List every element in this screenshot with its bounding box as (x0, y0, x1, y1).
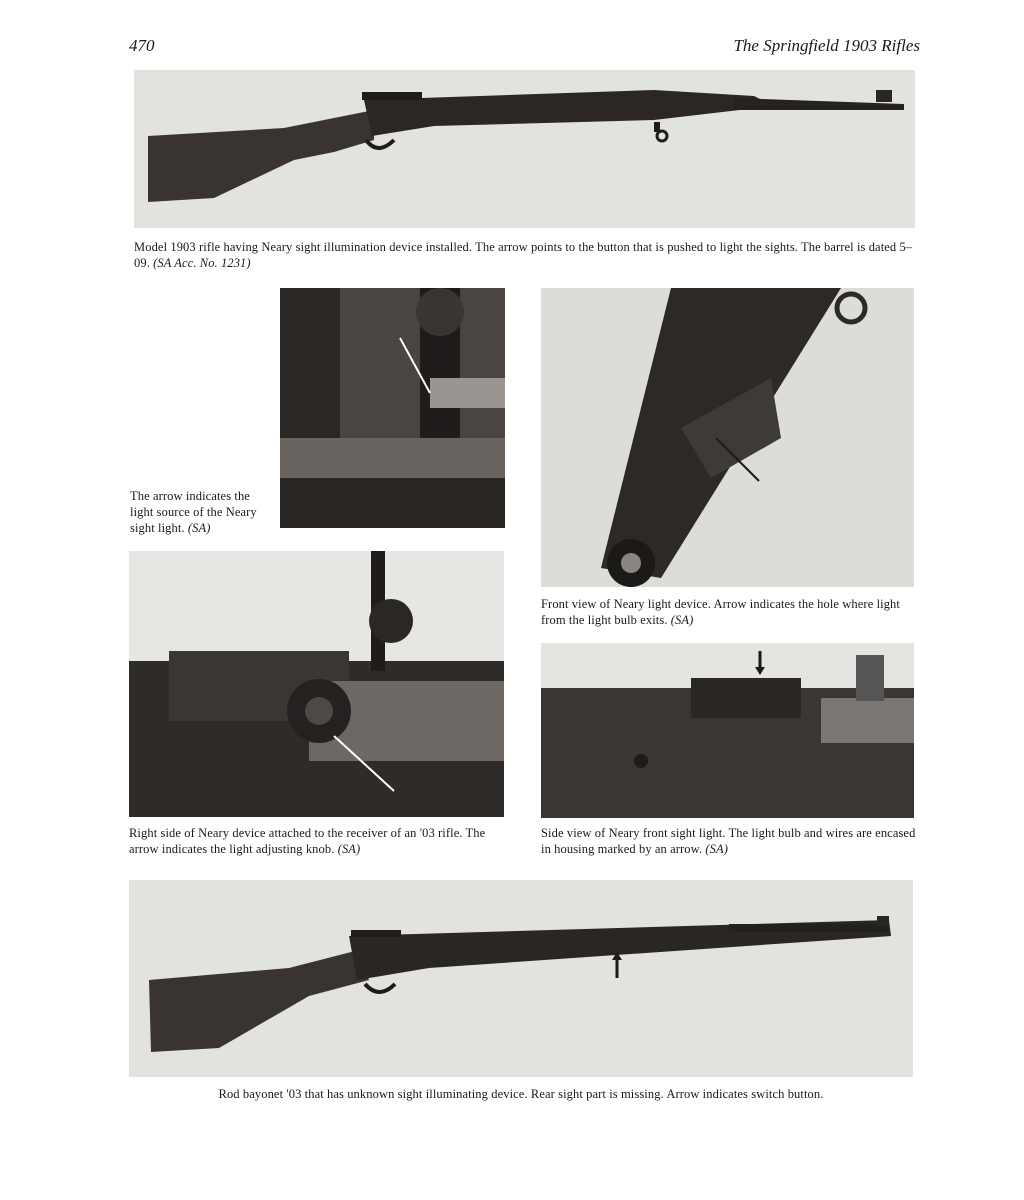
caption-fig-4-credit: (SA) (337, 842, 361, 856)
caption-fig-3-text: Front view of Neary light device. Arrow indicates the hole where light from the light bulb exits. (541, 597, 900, 627)
photo-receiver-right-side (129, 551, 504, 817)
caption-fig-3 (541, 596, 917, 628)
caption-fig-6 (129, 1086, 913, 1102)
caption-fig-4 (129, 825, 507, 857)
caption-fig-1-text: Model 1903 rifle having Neary sight illumination device installed. The arrow points to the button that is pushed to light the sights. The barrel is dated 5–09. (134, 240, 913, 270)
running-title: The Springfield 1903 Rifles (733, 36, 920, 55)
caption-fig-6-text: Rod bayonet '03 that has unknown sight illuminating device. Rear sight part is missing. Arrow indicates switch button. (218, 1087, 824, 1101)
caption-fig-5-text: Side view of Neary front sight light. The light bulb and wires are encased in housing marked by an arrow. (541, 826, 916, 856)
caption-fig-2 (130, 488, 270, 536)
photo-rifle-neary-device (134, 70, 915, 228)
caption-fig-1-credit: (SA Acc. No. 1231) (153, 256, 251, 270)
caption-fig-2-credit: (SA) (187, 521, 211, 535)
photo-light-source-closeup (280, 288, 505, 528)
photo-rod-bayonet-rifle (129, 880, 913, 1077)
caption-fig-3-credit: (SA) (670, 613, 694, 627)
page-number: 470 (129, 36, 155, 55)
photo-front-view-device (541, 288, 914, 587)
caption-fig-2-text: The arrow indicates the light source of the Neary sight light. (130, 489, 257, 535)
caption-fig-4-text: Right side of Neary device attached to the receiver of an '03 rifle. The arrow indicates the light adjusting knob. (129, 826, 486, 856)
caption-fig-1 (134, 239, 918, 271)
photo-front-sight-side-view (541, 643, 914, 818)
caption-fig-5 (541, 825, 917, 857)
caption-fig-5-credit: (SA) (705, 842, 729, 856)
